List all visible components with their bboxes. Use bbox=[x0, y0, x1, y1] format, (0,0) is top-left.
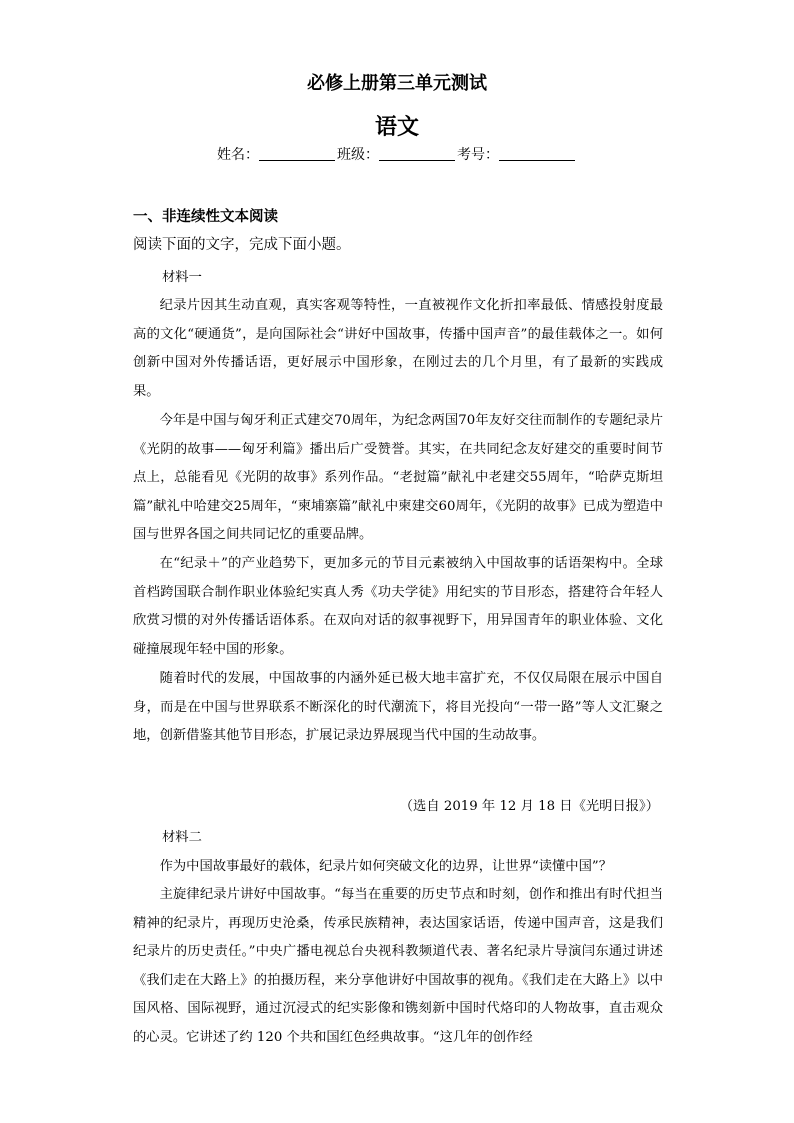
class-field[interactable] bbox=[379, 146, 455, 161]
exam-title: 必修上册第三单元测试 bbox=[307, 73, 487, 94]
name-label: 姓名： bbox=[217, 147, 259, 163]
subject-title: 语文 bbox=[374, 115, 419, 140]
material-one-body bbox=[133, 292, 663, 751]
number-field[interactable] bbox=[499, 146, 575, 161]
material-one-label: 材料一 bbox=[162, 270, 202, 285]
material-two-label: 材料二 bbox=[162, 830, 202, 845]
instruction-text: 阅读下面的文字，完成下面小题。 bbox=[133, 237, 351, 253]
name-field[interactable] bbox=[259, 146, 335, 161]
paragraph: 今年是中国与匈牙利正式建交70周年，为纪念两国70年友好交往而制作的专题纪录片《光阴的故事——匈牙利篇》播出后广受赞誉。其实，在共同纪念友好建交的重要时间节点上，总能看见《光阴的故事》系列作品。“老挝篇”献礼中老建交55周年，“哈萨克斯坦篇”献礼中哈建交25周年，“柬埔寨篇”献礼中柬建交60周年，《光阴的故事》已成为塑造中国与世界各国之间共同记忆的重要品牌。 bbox=[133, 413, 663, 543]
paragraph: 随着时代的发展，中国故事的内涵外延已极大地丰富扩充，不仅仅局限在展示中国自身，而是在中国与世界联系不断深化的时代潮流下，将目光投向“一带一路”等人文汇聚之地，创新借鉴其他节目形态，扩展记录边界展现当代中国的生动故事。 bbox=[133, 671, 663, 744]
number-label: 考号： bbox=[457, 147, 499, 163]
paragraph: 纪录片因其生动直观，真实客观等特性，一直被视作文化折扣率最低、情感投射度最高的文化“硬通货”，是向国际社会“讲好中国故事，传播中国声音”的最佳载体之一。如何创新中国对外传播话语，更好展示中国形象，在刚过去的几个月里，有了最新的实践成果。 bbox=[133, 298, 663, 399]
class-label: 班级： bbox=[337, 147, 379, 163]
paragraph: 在“纪录＋”的产业趋势下，更加多元的节目元素被纳入中国故事的话语架构中。全球首档跨国联合制作职业体验纪实真人秀《功夫学徒》用纪实的节目形态，搭建符合年轻人欣赏习惯的对外传播话语体系。在双向对话的叙事视野下，用异国青年的职业体验、文化碰撞展现年轻中国的形象。 bbox=[133, 556, 663, 657]
student-info-row bbox=[0, 144, 794, 164]
paragraph: 主旋律纪录片讲好中国故事。“每当在重要的历史节点和时刻，创作和推出有时代担当精神的纪录片，再现历史沧桑，传承民族精神，表达国家话语，传递中国声音，这是我们纪录片的历史责任。”中央广播电视总台央视科教频道代表、著名纪录片导演闫东通过讲述《我们走在大路上》的拍摄历程，来分享他讲好中国故事的视角。《我们走在大路上》以中国风格、国际视野，通过沉浸式的纪实影像和镌刻新中国时代烙印的人物故事，直击观众的心灵。它讲述了约 120 个共和国红色经典故事。“这几年的创作经 bbox=[133, 887, 663, 1045]
paragraph: 作为中国故事最好的载体，纪录片如何突破文化的边界，让世界“读懂中国”？ bbox=[159, 859, 612, 874]
source-citation: （选自 2019 年 12 月 18 日《光明日报》） bbox=[399, 799, 659, 814]
section-heading: 一、非连续性文本阅读 bbox=[133, 209, 278, 225]
material-two-body bbox=[133, 853, 663, 1081]
